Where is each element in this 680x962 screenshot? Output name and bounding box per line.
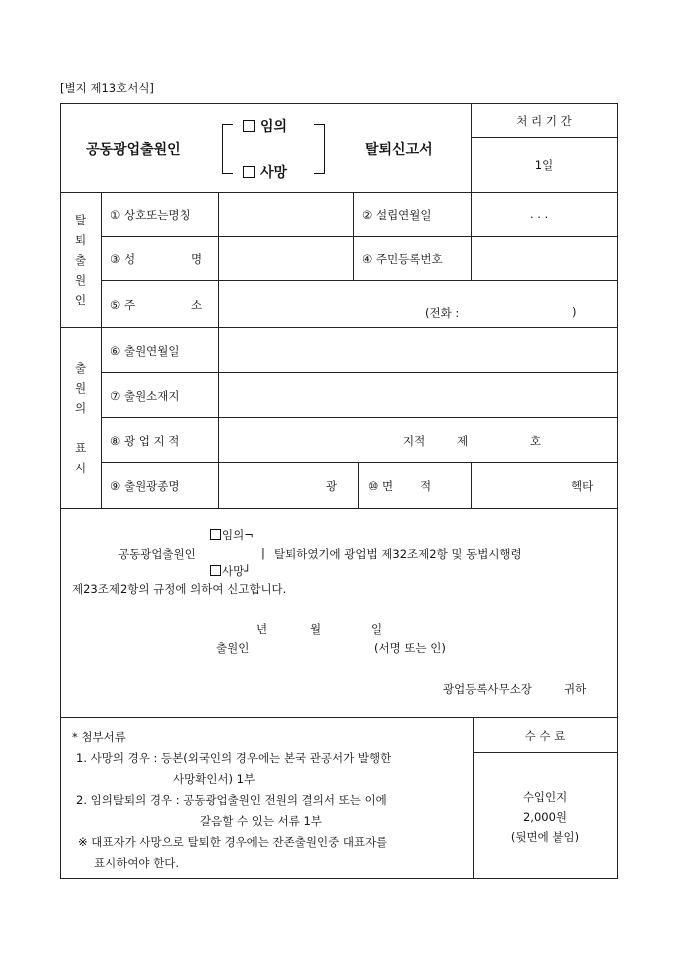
attachment-item-1-cont: 사망확인서) 1부: [173, 772, 256, 786]
attachment-item-2-cont: 갈음할 수 있는 서류 1부: [200, 814, 322, 828]
name-label: ③ 성: [110, 252, 136, 266]
trade-name-label: ① 상호또는명칭: [110, 208, 191, 222]
address-label: ⑤ 주: [110, 298, 136, 312]
recipient: 광업등록사무소장: [443, 682, 532, 696]
attachment-note-cont: 표시하여야 한다.: [94, 856, 180, 870]
mining-area-label: ⑧ 광 업 지 적: [110, 434, 180, 448]
location-field[interactable]: [222, 376, 612, 414]
name-field[interactable]: [222, 240, 350, 277]
honorific: 귀하: [564, 682, 587, 696]
date-month: 월: [310, 622, 322, 636]
title-right: 탈퇴신고서: [365, 142, 433, 158]
statement-opt-death[interactable]: 사망┘: [210, 563, 251, 579]
name-label-end: 명: [191, 252, 203, 266]
section2-side-label: 출 원 의 표 시: [74, 361, 87, 475]
established-date-field[interactable]: . . .: [530, 207, 549, 221]
resident-no-label: ④ 주민등록번호: [362, 252, 443, 266]
area-unit: 헥타: [571, 479, 594, 493]
resident-no-field[interactable]: [475, 240, 613, 277]
form-id: [별지 제13호서식]: [60, 81, 154, 95]
date-year: 년: [256, 622, 268, 636]
fee-amount: 2,000원: [522, 810, 568, 824]
bracket-bar: |: [261, 546, 265, 560]
mineral-label: ⑨ 출원광종명: [110, 479, 180, 493]
area-map-label: 지적: [403, 434, 426, 448]
signature-label: (서명 또는 인): [374, 641, 446, 655]
bracket-right: [314, 124, 325, 174]
bracket-left: [222, 124, 233, 174]
mineral-suffix: 광: [326, 479, 338, 493]
option-voluntary[interactable]: 임의: [243, 116, 287, 136]
trade-name-field[interactable]: [222, 196, 350, 233]
fee-stamp: 수입인지: [522, 790, 568, 804]
title-left: 공동광업출원인: [86, 142, 181, 158]
applicant-label: 출원인: [216, 641, 250, 655]
address-field[interactable]: [222, 284, 612, 302]
checkbox-icon[interactable]: [210, 529, 221, 540]
area-ho-label: 호: [530, 434, 542, 448]
attachment-item-2: 2. 임의탈퇴의 경우 : 공동광업출원인 전원의 결의서 또는 이에: [76, 793, 387, 807]
fee-label: 수 수 료: [524, 729, 566, 743]
processing-period-label: 처 리 기 간: [516, 114, 572, 128]
statement-opt-voluntary[interactable]: 임의¬: [210, 527, 254, 543]
attachments-title: * 첨부서류: [72, 730, 126, 744]
checkbox-icon[interactable]: [243, 120, 255, 132]
address-label-end: 소: [191, 298, 203, 312]
checkbox-icon[interactable]: [210, 565, 221, 576]
attachment-note: ※ 대표자가 사망으로 탈퇴한 경우에는 잔존출원인중 대표자를: [78, 835, 388, 849]
phone-label: (전화 :: [425, 306, 460, 320]
statement-line2: 제23조제2항의 규정에 의하여 신고합니다.: [72, 582, 287, 596]
phone-close: ): [572, 305, 577, 319]
filing-date-label: ⑥ 출원연월일: [110, 344, 180, 358]
attachment-item-1: 1. 사망의 경우 : 등본(외국인의 경우에는 본국 관공서가 발행한: [76, 751, 392, 765]
area-label: ⑩ 면: [368, 479, 394, 493]
area-label-end: 적: [420, 479, 432, 493]
processing-period-value: 1일: [534, 158, 554, 172]
location-label: ⑦ 출원소재지: [110, 389, 180, 403]
checkbox-icon[interactable]: [243, 166, 255, 178]
section1-side-label: 탈 퇴 출 원 인: [74, 213, 87, 307]
fee-note: (뒷면에 붙임): [510, 830, 580, 844]
established-date-label: ② 설립연월일: [362, 208, 432, 222]
date-day: 일: [371, 622, 383, 636]
option-death[interactable]: 사망: [243, 162, 287, 182]
statement-line1: 탈퇴하였기에 광업법 제32조제2항 및 동법시행령: [274, 547, 522, 561]
filing-date-field[interactable]: [222, 331, 612, 369]
area-no-label: 제: [457, 434, 469, 448]
mineral-field[interactable]: [222, 466, 322, 504]
statement-prefix: 공동광업출원인: [118, 547, 196, 561]
